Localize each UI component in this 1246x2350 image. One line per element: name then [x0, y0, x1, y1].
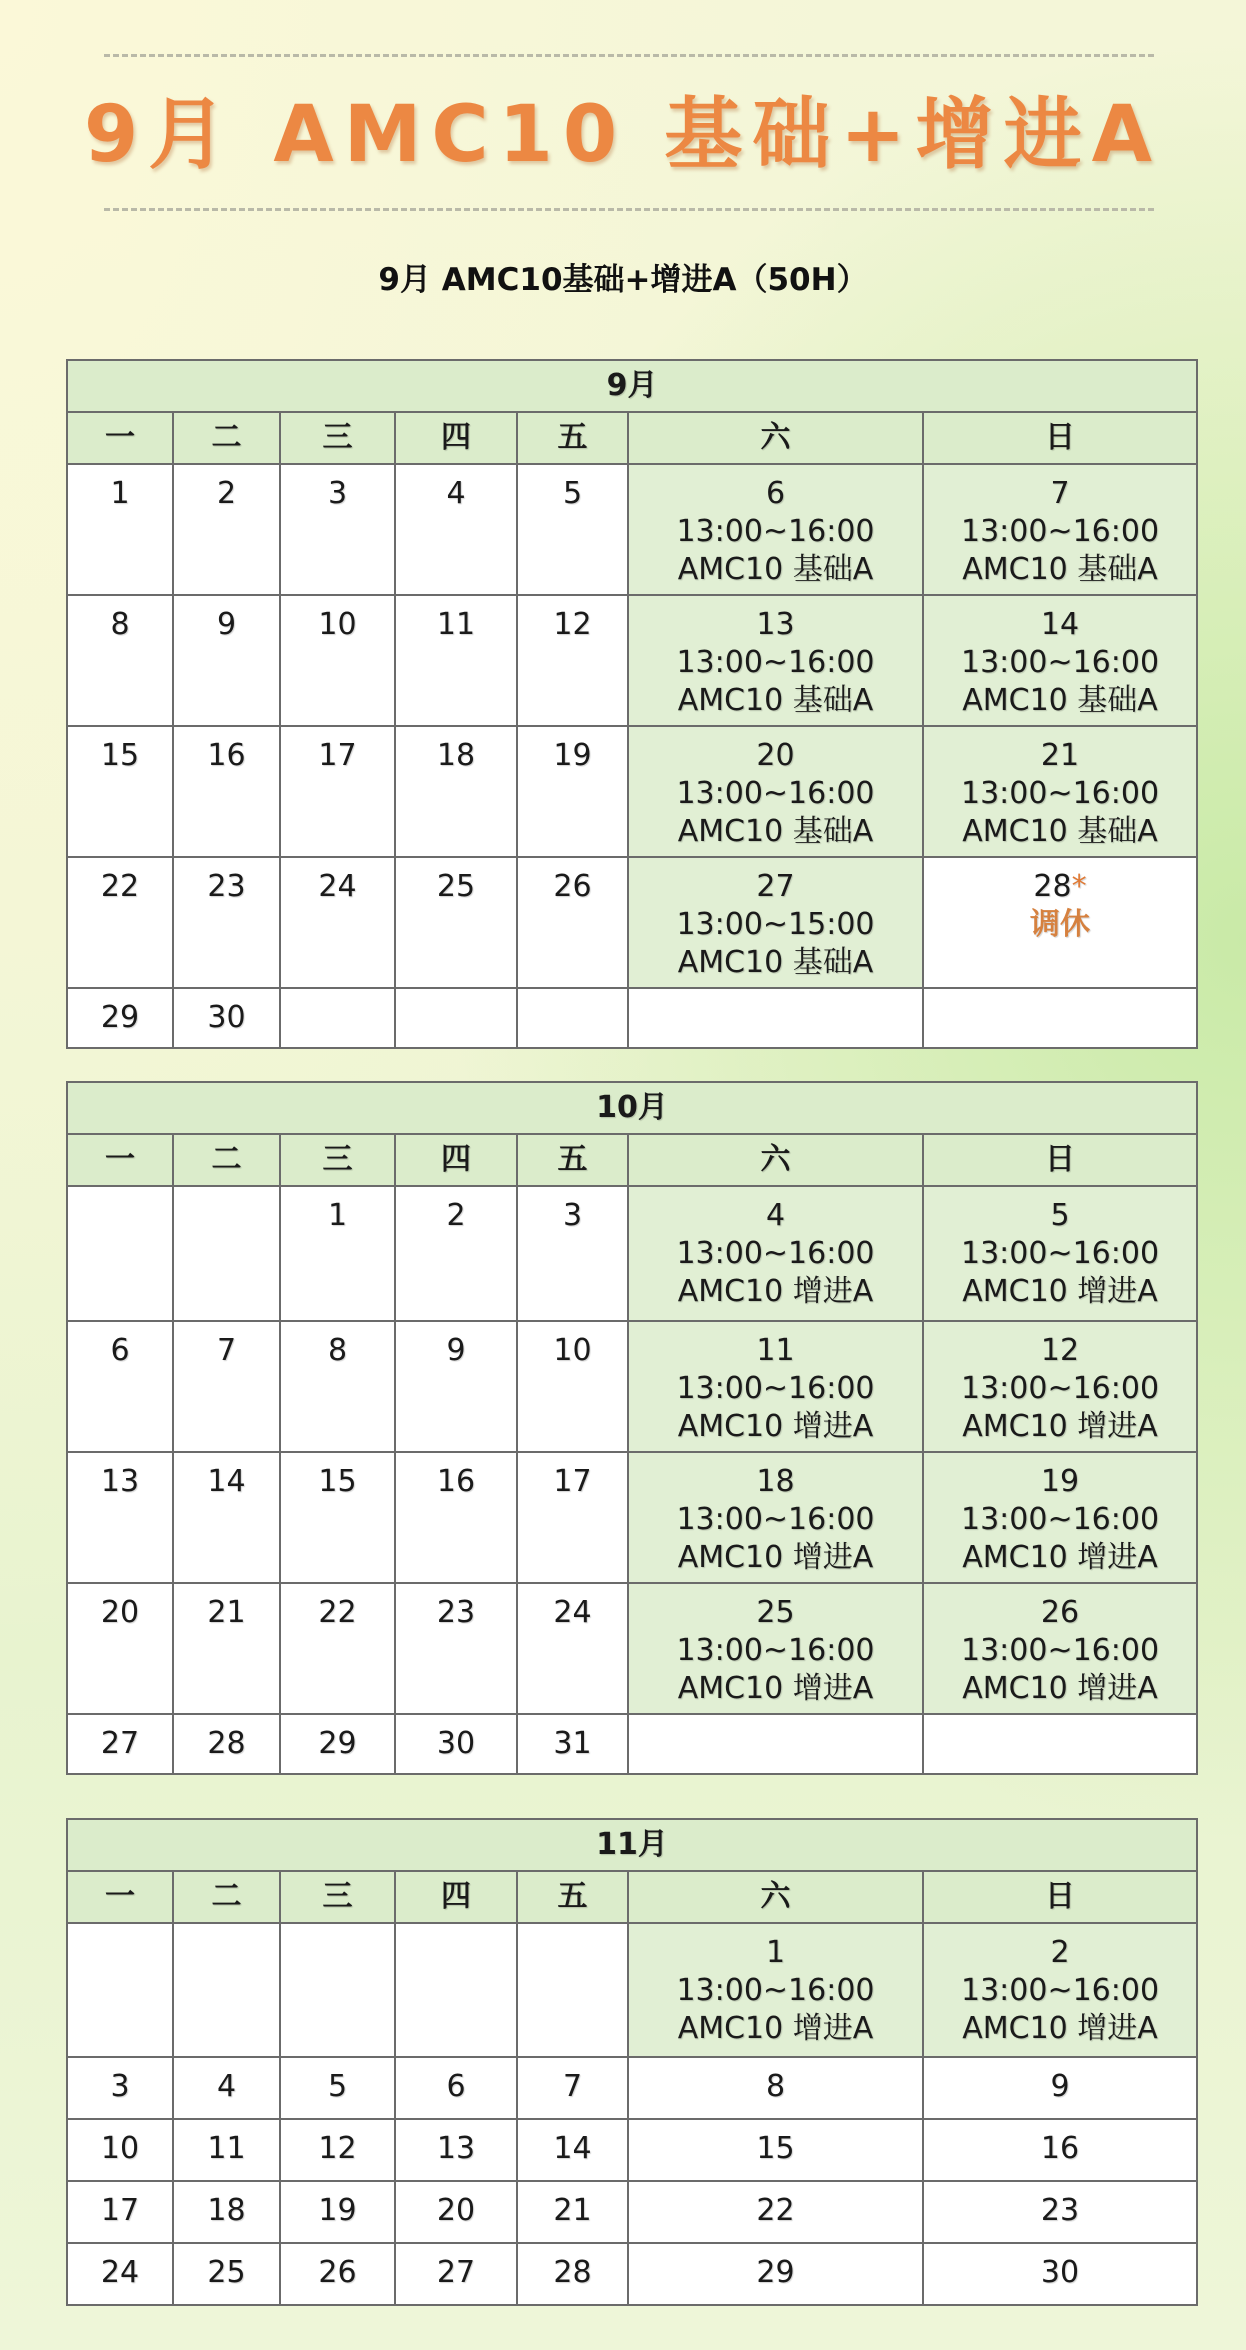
session-course: AMC10 增进A: [677, 1274, 874, 1309]
day-cell: [628, 595, 923, 726]
day-cell: [923, 988, 1197, 1048]
day-cell: [173, 1923, 280, 2057]
day-cell: [67, 857, 173, 988]
day-cell: [395, 2057, 517, 2119]
day-number: 30: [1040, 2255, 1080, 2290]
day-number: 7: [562, 2069, 583, 2104]
day-number: 29: [318, 1726, 357, 1761]
day-cell: [280, 595, 395, 726]
day-number: 30: [436, 1726, 476, 1761]
session-course: AMC10 增进A: [962, 2011, 1158, 2046]
day-number: 16: [207, 738, 246, 773]
session-time: 13:00~15:00: [676, 907, 875, 942]
day-cell: [280, 464, 395, 595]
day-cell: [173, 988, 280, 1048]
day-cell: [173, 1583, 280, 1714]
day-cell: [67, 988, 173, 1048]
day-cell: [395, 1452, 517, 1583]
day-number: 11: [436, 607, 476, 642]
session-time: 13:00~16:00: [676, 776, 875, 811]
day-number: 13: [436, 2131, 476, 2166]
day-cell: [173, 2119, 280, 2181]
day-number: 22: [318, 1595, 357, 1630]
day-number: 21: [1040, 738, 1080, 773]
day-cell: [395, 464, 517, 595]
weekday-header: 五: [517, 412, 628, 464]
day-number: 4: [765, 1198, 786, 1233]
day-cell: [628, 988, 923, 1048]
day-number: 5: [562, 476, 583, 511]
session-time: 13:00~16:00: [960, 1371, 1160, 1406]
weekday-header: 三: [280, 1134, 395, 1186]
day-cell: [923, 726, 1197, 857]
weekday-header: 三: [280, 412, 395, 464]
day-cell: [67, 1321, 173, 1452]
day-cell: [280, 1583, 395, 1714]
day-cell: [628, 2057, 923, 2119]
session-course: AMC10 基础A: [962, 814, 1158, 849]
weekday-header: 四: [395, 1134, 517, 1186]
day-cell: [517, 1923, 628, 2057]
day-cell: [67, 1714, 173, 1774]
day-number: 6: [446, 2069, 466, 2104]
day-cell: [628, 2119, 923, 2181]
day-number: 9: [446, 1333, 466, 1368]
day-cell: [923, 1186, 1197, 1321]
day-number: 5: [327, 2069, 348, 2104]
day-cell: [628, 1452, 923, 1583]
day-cell: [67, 595, 173, 726]
day-cell: [280, 2181, 395, 2243]
day-number: 10: [553, 1333, 592, 1368]
session-course: AMC10 基础A: [677, 683, 874, 718]
day-cell: [67, 1923, 173, 2057]
day-cell: [517, 988, 628, 1048]
day-cell: [173, 2181, 280, 2243]
day-cell: [280, 1452, 395, 1583]
day-number: 28: [1033, 869, 1072, 904]
day-number: 14: [553, 2131, 592, 2166]
day-number: 11: [756, 1333, 795, 1368]
day-number: 19: [553, 738, 592, 773]
day-cell: [923, 1321, 1197, 1452]
day-cell: [395, 2243, 517, 2305]
day-cell: [517, 2057, 628, 2119]
day-cell: [395, 988, 517, 1048]
day-number: 1: [765, 1935, 786, 1970]
day-number: 15: [318, 1464, 357, 1499]
day-cell: [517, 857, 628, 988]
month-title: 11月: [67, 1819, 1197, 1871]
session-time: 13:00~16:00: [676, 514, 875, 549]
day-cell: [517, 464, 628, 595]
day-cell: [517, 1321, 628, 1452]
day-cell: [923, 1923, 1197, 2057]
session-time: 13:00~16:00: [961, 776, 1160, 811]
session-course: AMC10 基础A: [677, 552, 874, 587]
top-dashed-divider: [104, 54, 1154, 57]
day-number: 22: [100, 869, 140, 904]
day-cell: [67, 1186, 173, 1321]
day-number: 28: [207, 1726, 246, 1761]
day-number: 17: [100, 2193, 140, 2228]
weekday-header: 六: [628, 1871, 923, 1923]
day-number: 3: [562, 1198, 583, 1233]
session-course: AMC10 增进A: [677, 1540, 874, 1575]
day-cell: [280, 2243, 395, 2305]
month-title: 10月: [67, 1082, 1197, 1134]
day-number: 1: [327, 1198, 348, 1233]
weekday-header: 五: [517, 1134, 628, 1186]
day-cell: [923, 1714, 1197, 1774]
day-number: 20: [436, 2193, 476, 2228]
weekday-header: 五: [517, 1871, 628, 1923]
weekday-header: 二: [173, 1871, 280, 1923]
weekday-header: 日: [923, 412, 1197, 464]
day-cell: [395, 1321, 517, 1452]
day-cell: [628, 2243, 923, 2305]
day-number: 25: [436, 869, 476, 904]
day-cell: [395, 2181, 517, 2243]
day-number: 29: [756, 2255, 795, 2290]
day-number: 8: [765, 2069, 786, 2104]
day-cell: [395, 857, 517, 988]
session-course: AMC10 增进A: [962, 1409, 1158, 1444]
day-cell: [923, 1583, 1197, 1714]
weekday-header: 一: [67, 1871, 173, 1923]
rest-note: 调休: [1030, 907, 1091, 942]
day-number: 28: [553, 2255, 592, 2290]
day-number: 20: [756, 738, 795, 773]
session-time: 13:00~16:00: [676, 1502, 875, 1537]
day-cell: [280, 1186, 395, 1321]
day-number: 18: [756, 1464, 795, 1499]
day-cell: [517, 1583, 628, 1714]
day-cell: [923, 464, 1197, 595]
day-cell: [628, 1714, 923, 1774]
day-number: 6: [765, 476, 786, 511]
day-number: 19: [1040, 1464, 1080, 1499]
day-number: 21: [553, 2193, 592, 2228]
day-number: 2: [216, 476, 237, 511]
calendar-october: [66, 1081, 1198, 1775]
day-number: 23: [436, 1595, 476, 1630]
month-title: 9月: [67, 360, 1197, 412]
weekday-header: 六: [628, 1134, 923, 1186]
schedule-subtitle: 9月 AMC10基础+增进A（50H）: [378, 262, 868, 298]
day-cell: [628, 1186, 923, 1321]
day-cell: [280, 1321, 395, 1452]
day-number: 31: [553, 1726, 592, 1761]
day-number: 26: [318, 2255, 357, 2290]
day-cell: [67, 2119, 173, 2181]
weekday-header: 二: [173, 1134, 280, 1186]
banner-title: 9月 AMC10 基础+增进A: [83, 90, 1163, 180]
day-cell: [395, 726, 517, 857]
session-course: AMC10 基础A: [677, 814, 874, 849]
day-cell: [923, 2057, 1197, 2119]
day-number: 21: [207, 1595, 246, 1630]
session-time: 13:00~16:00: [960, 1973, 1160, 2008]
day-number: 25: [207, 2255, 246, 2290]
session-time: 13:00~16:00: [676, 1236, 875, 1271]
day-cell: [395, 1186, 517, 1321]
day-cell: [67, 1452, 173, 1583]
session-time: 13:00~16:00: [960, 1502, 1160, 1537]
session-time: 13:00~16:00: [676, 1973, 875, 2008]
day-number: 12: [553, 607, 592, 642]
day-number: 17: [553, 1464, 592, 1499]
day-number: 9: [1050, 2069, 1070, 2104]
day-number: 17: [318, 738, 357, 773]
day-cell: [395, 1714, 517, 1774]
weekday-header: 一: [67, 412, 173, 464]
day-cell: [628, 2181, 923, 2243]
day-number: 18: [436, 738, 476, 773]
weekday-header: 四: [395, 412, 517, 464]
day-cell: [395, 2119, 517, 2181]
day-cell: [67, 464, 173, 595]
day-cell: [628, 726, 923, 857]
day-number: 20: [100, 1595, 140, 1630]
day-cell: [517, 1452, 628, 1583]
day-cell: [67, 2181, 173, 2243]
day-cell: [628, 1923, 923, 2057]
day-cell: [628, 1321, 923, 1452]
session-course: AMC10 基础A: [962, 683, 1158, 718]
day-number: 24: [100, 2255, 140, 2290]
day-number: 24: [318, 869, 357, 904]
day-number: 5: [1050, 1198, 1070, 1233]
session-course: AMC10 增进A: [962, 1671, 1158, 1706]
day-cell: [280, 988, 395, 1048]
session-course: AMC10 增进A: [677, 2011, 874, 2046]
session-course: AMC10 增进A: [962, 1540, 1158, 1575]
day-cell: [517, 2181, 628, 2243]
session-time: 13:00~16:00: [961, 514, 1160, 549]
day-number: 18: [207, 2193, 246, 2228]
day-number: 7: [216, 1333, 237, 1368]
calendar-november: [66, 1818, 1198, 2306]
day-number: 23: [1040, 2193, 1080, 2228]
day-number: 26: [553, 869, 592, 904]
day-cell: [67, 2243, 173, 2305]
session-course: AMC10 增进A: [677, 1409, 874, 1444]
day-cell: [628, 464, 923, 595]
day-cell: [923, 2243, 1197, 2305]
weekday-header: 四: [395, 1871, 517, 1923]
day-number: 11: [207, 2131, 246, 2166]
day-number: 4: [446, 476, 466, 511]
weekday-header: 日: [923, 1134, 1197, 1186]
day-cell: [628, 857, 923, 988]
day-number: 8: [110, 607, 130, 642]
day-number: 29: [100, 1000, 140, 1035]
day-number: 10: [318, 607, 357, 642]
day-cell: [517, 2119, 628, 2181]
day-number: 2: [446, 1198, 466, 1233]
day-number: 12: [318, 2131, 357, 2166]
day-number: 14: [1040, 607, 1080, 642]
day-cell: [173, 1321, 280, 1452]
day-cell: [173, 1714, 280, 1774]
day-cell: [517, 595, 628, 726]
day-number: 3: [110, 2069, 130, 2104]
day-cell: [395, 595, 517, 726]
day-number: 13: [756, 607, 795, 642]
day-number: 24: [553, 1595, 592, 1630]
day-number: 7: [1050, 476, 1070, 511]
day-cell: [173, 726, 280, 857]
day-number: 12: [1040, 1333, 1080, 1368]
session-course: AMC10 增进A: [962, 1274, 1158, 1309]
day-cell: [173, 1452, 280, 1583]
session-time: 13:00~16:00: [960, 1236, 1160, 1271]
day-number: 4: [216, 2069, 237, 2104]
day-number: 8: [327, 1333, 348, 1368]
session-time: 13:00~16:00: [960, 1633, 1160, 1668]
calendar-september: [66, 359, 1198, 1049]
day-cell: [280, 2057, 395, 2119]
note-asterisk: *: [1071, 869, 1087, 904]
day-number: 2: [1050, 1935, 1070, 1970]
day-number: 27: [100, 1726, 140, 1761]
session-course: AMC10 基础A: [677, 945, 874, 980]
day-cell: [173, 2243, 280, 2305]
day-number: 23: [207, 869, 246, 904]
day-number: 26: [1040, 1595, 1080, 1630]
day-number: 30: [207, 1000, 246, 1035]
day-with-note: [924, 858, 1196, 906]
session-time: 13:00~16:00: [961, 645, 1160, 680]
day-cell: [67, 1583, 173, 1714]
day-number: 15: [100, 738, 140, 773]
day-cell: [628, 1583, 923, 1714]
day-cell: [67, 726, 173, 857]
session-time: 13:00~16:00: [676, 1633, 875, 1668]
weekday-header: 六: [628, 412, 923, 464]
session-course: AMC10 增进A: [677, 1671, 874, 1706]
day-cell: [280, 1923, 395, 2057]
day-cell: [923, 2119, 1197, 2181]
weekday-header: 三: [280, 1871, 395, 1923]
day-cell: [173, 595, 280, 726]
day-cell: [923, 857, 1197, 988]
bottom-dashed-divider: [104, 208, 1154, 211]
day-cell: [280, 857, 395, 988]
day-number: 6: [110, 1333, 130, 1368]
day-cell: [67, 2057, 173, 2119]
day-cell: [517, 1186, 628, 1321]
day-cell: [280, 2119, 395, 2181]
weekday-header: 二: [173, 412, 280, 464]
day-number: 13: [100, 1464, 140, 1499]
day-number: 22: [756, 2193, 795, 2228]
day-cell: [923, 2181, 1197, 2243]
day-number: 1: [110, 476, 130, 511]
day-cell: [517, 1714, 628, 1774]
day-number: 14: [207, 1464, 246, 1499]
weekday-header: 一: [67, 1134, 173, 1186]
day-number: 27: [756, 869, 795, 904]
day-cell: [173, 2057, 280, 2119]
weekday-header: 日: [923, 1871, 1197, 1923]
day-number: 3: [327, 476, 348, 511]
day-cell: [517, 726, 628, 857]
day-cell: [173, 1186, 280, 1321]
day-cell: [173, 857, 280, 988]
day-cell: [280, 1714, 395, 1774]
day-number: 19: [318, 2193, 357, 2228]
day-cell: [280, 726, 395, 857]
day-number: 10: [100, 2131, 140, 2166]
session-time: 13:00~16:00: [676, 1371, 875, 1406]
session-course: AMC10 基础A: [962, 552, 1158, 587]
day-cell: [923, 1452, 1197, 1583]
day-cell: [173, 464, 280, 595]
day-number: 15: [756, 2131, 795, 2166]
day-cell: [395, 1583, 517, 1714]
day-number: 16: [1040, 2131, 1080, 2166]
day-number: 25: [756, 1595, 795, 1630]
day-number: 9: [216, 607, 237, 642]
day-number: 27: [436, 2255, 476, 2290]
session-time: 13:00~16:00: [676, 645, 875, 680]
day-cell: [395, 1923, 517, 2057]
day-number: 16: [436, 1464, 476, 1499]
day-cell: [517, 2243, 628, 2305]
day-cell: [923, 595, 1197, 726]
